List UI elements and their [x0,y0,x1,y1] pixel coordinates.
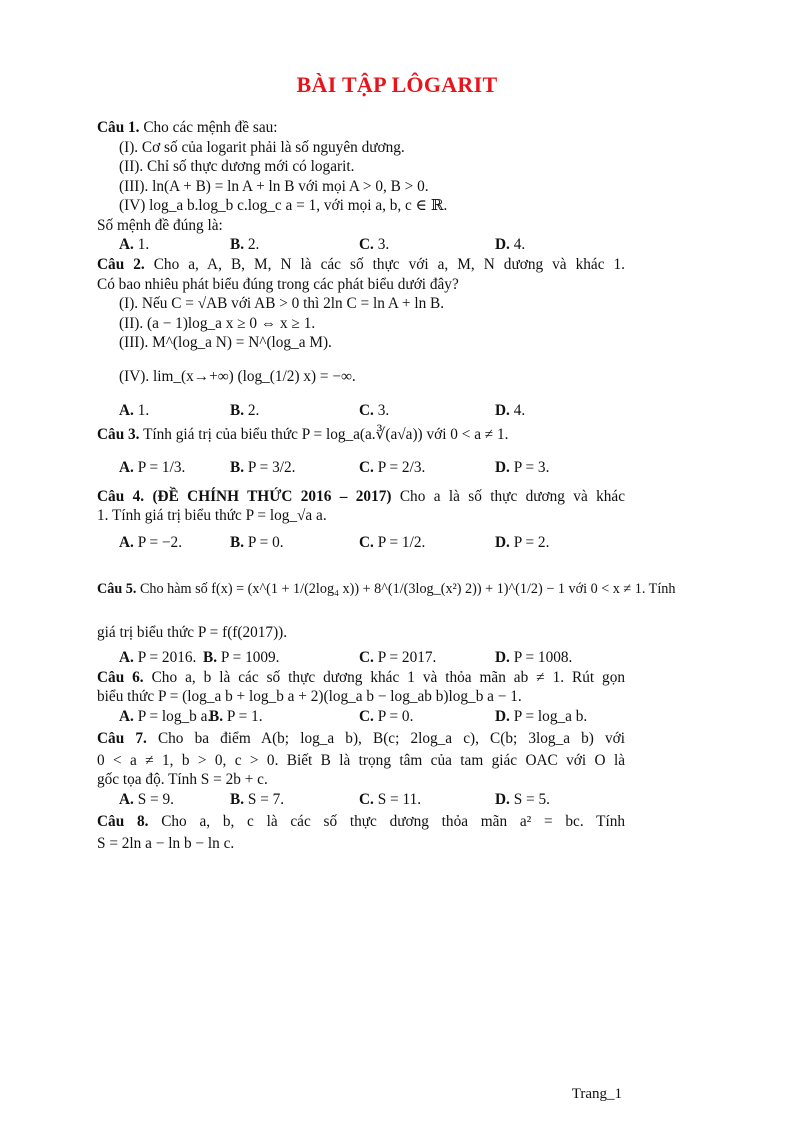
option-d[interactable]: D. S = 5. [495,790,550,808]
question-text: gốc tọa độ. Tính S = 2b + c. [97,771,268,788]
question-label: Câu 4. [97,487,145,505]
question-4 [97,487,625,507]
statement: (I). Nếu C = √AB với AB > 0 thì 2ln C = ln A + ln B. [119,295,445,312]
question-text: Cho a, b, c là các số thực dương thỏa mãn a² = bc. Tính [161,812,626,830]
question-7 [97,727,625,751]
option-d[interactable]: D. 4. [495,401,526,419]
option-b[interactable]: B. P = 1. [209,707,263,725]
question-8 [97,810,625,834]
option-c[interactable]: C. P = 2/3. [359,458,426,476]
question-text: 0 < a ≠ 1, b > 0, c > 0. Biết B là trọng tâm của tam giác OAC với O là [97,751,625,769]
statement: (II). (a − 1)log_a x ≥ 0 ⇔ x ≥ 1. [119,314,316,332]
option-a[interactable]: A. P = 2016. [119,648,197,666]
option-d[interactable]: D. P = 3. [495,458,550,476]
question-text: Cho a, A, B, M, N là các số thực với a, M, N dương và khác 1. [153,256,625,273]
page-number: Trang_1 [571,1086,622,1102]
answer-options [97,401,625,421]
option-c[interactable]: C. P = 2017. [359,648,437,666]
answer-options [97,790,625,810]
option-a[interactable]: A. P = 1/3. [119,458,186,476]
question-label: Câu 1. [97,119,140,136]
page-title: BÀI TẬP LÔGARIT [296,72,498,97]
question-prompt: Số mệnh đề đúng là: [97,216,223,234]
option-d[interactable]: D. P = 1008. [495,648,573,666]
question-text: biểu thức P = (log_a b + log_b a + 2)(log_a b − log_ab b)log_b a − 1. [97,688,522,705]
answer-options [97,526,625,560]
question-label: Câu 6. [97,668,144,686]
question-3 [97,421,625,449]
option-a[interactable]: A. P = log_b a. [119,707,212,725]
option-b[interactable]: B. P = 0. [230,533,284,551]
option-a[interactable]: A. 1. [119,401,150,419]
option-c[interactable]: C. P = 0. [359,707,414,725]
statement: (IV). lim_(x→+∞) (log_(1/2) x) = −∞. [119,367,356,385]
question-label: Câu 2. [97,256,145,273]
question-text: S = 2ln a − ln b − ln c. [97,834,235,852]
question-label: Câu 7. [97,729,147,747]
statement: (II). Chỉ số thực dương mới có logarit. [119,158,355,175]
statement: (IV) log_a b.log_b c.log_c a = 1, với mọi a, b, c ∈ ℝ. [119,197,448,214]
statement: (III). ln(A + B) = ln A + ln B với mọi A > 0, B > 0. [119,177,429,195]
question-5 [97,560,676,618]
question-text: Cho a, b là các số thực dương khác 1 và thỏa mãn ab ≠ 1. Rút gọn [151,668,626,686]
option-b[interactable]: B. 2. [230,236,260,253]
option-b[interactable]: B. P = 3/2. [230,458,296,476]
question-text: Cho ba điểm A(b; log_a b), B(c; 2log_a c), C(b; 3log_a b) với [157,729,626,747]
answer-options [97,648,625,668]
option-c[interactable]: C. 3. [359,401,390,419]
option-b[interactable]: B. S = 7. [230,790,285,808]
statement: (III). M^(log_a N) = N^(log_a M). [119,334,332,351]
question-text: giá trị biểu thức P = f(f(2017)). [97,623,288,641]
question-text: Có bao nhiêu phát biểu đúng trong các phát biểu dưới đây? [97,275,459,293]
question-label: Câu 5. [97,580,137,597]
question-6 [97,668,625,688]
answer-options [97,449,625,487]
question-2 [97,255,625,275]
option-a[interactable]: A. P = −2. [119,533,183,551]
option-b[interactable]: B. 2. [230,401,260,419]
exercise-list [97,118,676,853]
option-a[interactable]: A. S = 9. [119,790,174,808]
option-d[interactable]: D. P = 2. [495,533,550,551]
question-label: Câu 3. [97,425,140,443]
option-c[interactable]: C. 3. [359,236,390,253]
question-text: Cho các mệnh đề sau: [143,119,278,136]
answer-options [97,707,625,727]
question-label: Câu 8. [97,812,149,830]
option-d[interactable]: D. P = log_a b. [495,707,588,725]
option-b[interactable]: B. P = 1009. [203,648,280,666]
question-text: Tính giá trị của biểu thức P = log_a(a.∛(a√a)) với 0 < a ≠ 1. [143,425,509,443]
answer-options [97,235,625,255]
question-text: 1. Tính giá trị biểu thức P = log_√a a. [97,507,327,524]
option-c[interactable]: C. S = 11. [359,790,422,808]
option-a[interactable]: A. 1. [119,236,150,253]
option-c[interactable]: C. P = 1/2. [359,533,426,551]
question-text: Cho hàm số f(x) = (x^(1 + 1/(2log₄ x)) + 8^(1/(3log_(x²) 2)) + 1)^(1/2) − 1 với 0 < x ≠ 1. Tính [139,580,676,597]
option-d[interactable]: D. 4. [495,236,526,253]
question-text: Cho a là số thực dương và khác [399,487,625,505]
question-1 [97,118,625,138]
statement: (I). Cơ số của logarit phải là số nguyên dương. [119,138,405,156]
exam-tag: (ĐỀ CHÍNH THỨC 2016 – 2017) [152,487,392,505]
